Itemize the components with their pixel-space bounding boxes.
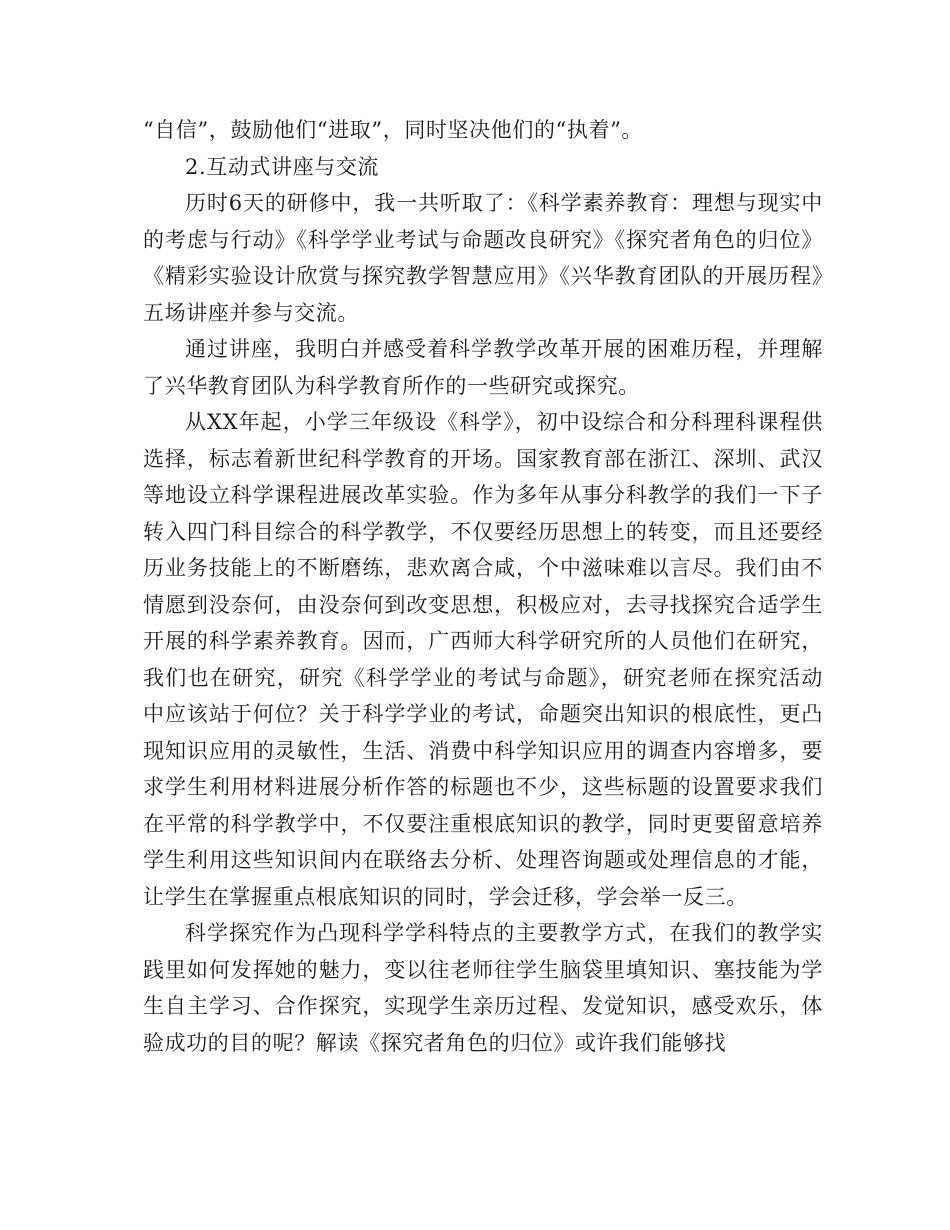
paragraph-history: 从XX年起，小学三年级设《科学》，初中设综合和分科理科课程供选择，标志着新世纪科学教育的开场。国家教育部在浙江、深圳、武汉等地设立科学课程进展改革实验。作为多年从事分科教学的我们一下子转入四门科目综合的科学教学，不仅要经历思想上的转变，而且还要经历业务技能上的不断磨练，悲欢离合咸，个中滋味难以言尽。我们由不情愿到没奈何，由没奈何到改变思想，积极应对，去寻找探究合适学生开展的科学素养教育。因而，广西师大科学研究所的人员他们在研究，我们也在研究，研究《科学学业的考试与命题》，研究老师在探究活动中应该站于何位？关于科学学业的考试，命题突出知识的根底性，更凸现知识应用的灵敏性，生活、消费中科学知识应用的调查内容增多，要求学生利用材料进展分析作答的标题也不少，这些标题的设置要求我们在平常的科学教学中，不仅要注重根底知识的教学，同时更要留意培养学生利用这些知识间内在联络去分析、处理咨询题或处理信息的才能，让学生在掌握重点根底知识的同时，学会迁移，学会举一反三。 [143, 410, 823, 909]
paragraph-reflection: 通过讲座，我明白并感受着科学教学改革开展的困难历程，并理解了兴华教育团队为科学教育所作的一些研究或探究。 [143, 337, 823, 398]
document-page [143, 112, 823, 1061]
paragraph-continuation: “自信”，鼓励他们“进取”，同时坚决他们的“执着”。 [143, 118, 644, 142]
section-heading: 2.互动式讲座与交流 [185, 154, 380, 179]
paragraph-lectures: 历时6天的研修中，我一共听取了：《科学素养教育：理想与现实中的考虑与行动》《科学学业考试与命题改良研究》《探究者角色的归位》《精彩实验设计欣赏与探究教学智慧应用》《兴华教育团队的开展历程》五场讲座并参与交流。 [143, 191, 823, 325]
paragraph-inquiry: 科学探究作为凸现科学学科特点的主要教学方式，在我们的教学实践里如何发挥她的魅力，变以往老师往学生脑袋里填知识、塞技能为学生自主学习、合作探究，实现学生亲历过程、发觉知识，感受欢乐，体验成功的目的呢？解读《探究者角色的归位》或许我们能够找 [143, 921, 823, 1055]
